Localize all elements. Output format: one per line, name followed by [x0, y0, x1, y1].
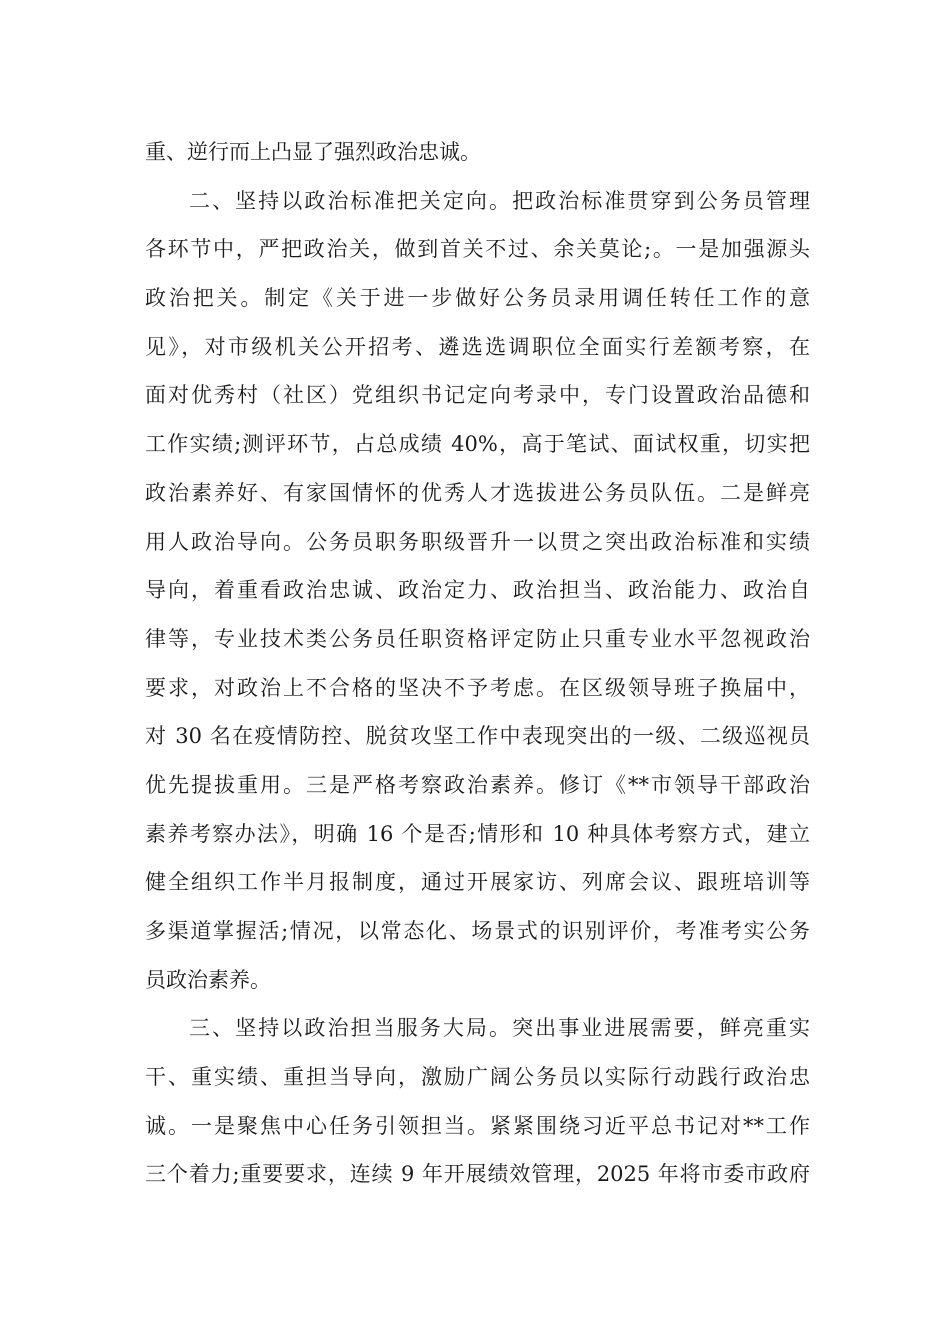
text-line: 多渠道掌握活;情况，以常态化、场景式的识别评价，考准考实公务: [145, 919, 810, 943]
text-line: 对 30 名在疫情防控、脱贫攻坚工作中表现突出的一级、二级巡视员: [145, 724, 810, 749]
text-line: 素养考察办法》，明确 16 个是否;情形和 10 种具体考察方式，建立: [145, 821, 810, 846]
text-line: 三个着力;重要要求，连续 9 年开展绩效管理，2025 年将市委市政府: [145, 1162, 810, 1187]
text-line: 二、坚持以政治标准把关定向。把政治标准贯穿到公务员管理: [189, 188, 810, 213]
text-line: 三、坚持以政治担当服务大局。突出事业进展需要，鲜亮重实: [189, 1016, 810, 1041]
text-line: 工作实绩;测评环节，占总成绩 40%，高于笔试、面试权重，切实把: [145, 432, 810, 457]
text-line: 诚。一是聚焦中心任务引领担当。紧紧围绕习近平总书记对**工作: [145, 1113, 810, 1138]
text-line: 用人政治导向。公务员职务职级晋升一以贯之突出政治标准和实绩: [145, 529, 810, 554]
text-line: 导向，着重看政治忠诚、政治定力、政治担当、政治能力、政治自: [145, 578, 810, 603]
text-line: 律等，专业技术类公务员任职资格评定防止只重专业水平忽视政治: [145, 626, 810, 651]
text-line: 政治把关。制定《关于进一步做好公务员录用调任转任工作的意: [145, 286, 810, 311]
text-line: 重、逆行而上凸显了强烈政治忠诚。: [145, 140, 481, 164]
text-line: 健全组织工作半月报制度，通过开展家访、列席会议、跟班培训等: [145, 870, 810, 895]
body-text: [145, 128, 810, 1199]
text-line: 优先提拔重用。三是严格考察政治素养。修订《**市领导干部政治: [145, 772, 810, 797]
text-line: 政治素养好、有家国情怀的优秀人才选拔进公务员队伍。二是鲜亮: [145, 480, 810, 505]
text-line: 各环节中，严把政治关，做到首关不过、余关莫论;。一是加强源头: [145, 237, 810, 262]
text-line: 干、重实绩、重担当导向，激励广阔公务员以实际行动践行政治忠: [145, 1065, 810, 1090]
text-line: 面对优秀村（社区）党组织书记定向考录中，专门设置政治品德和: [145, 383, 810, 408]
text-line: 要求，对政治上不合格的坚决不予考虑。在区级领导班子换届中，: [145, 675, 810, 700]
text-line: 员政治素养。: [145, 967, 271, 992]
text-line: 见》，对市级机关公开招考、遴选选调职位全面实行差额考察，在: [145, 334, 810, 359]
